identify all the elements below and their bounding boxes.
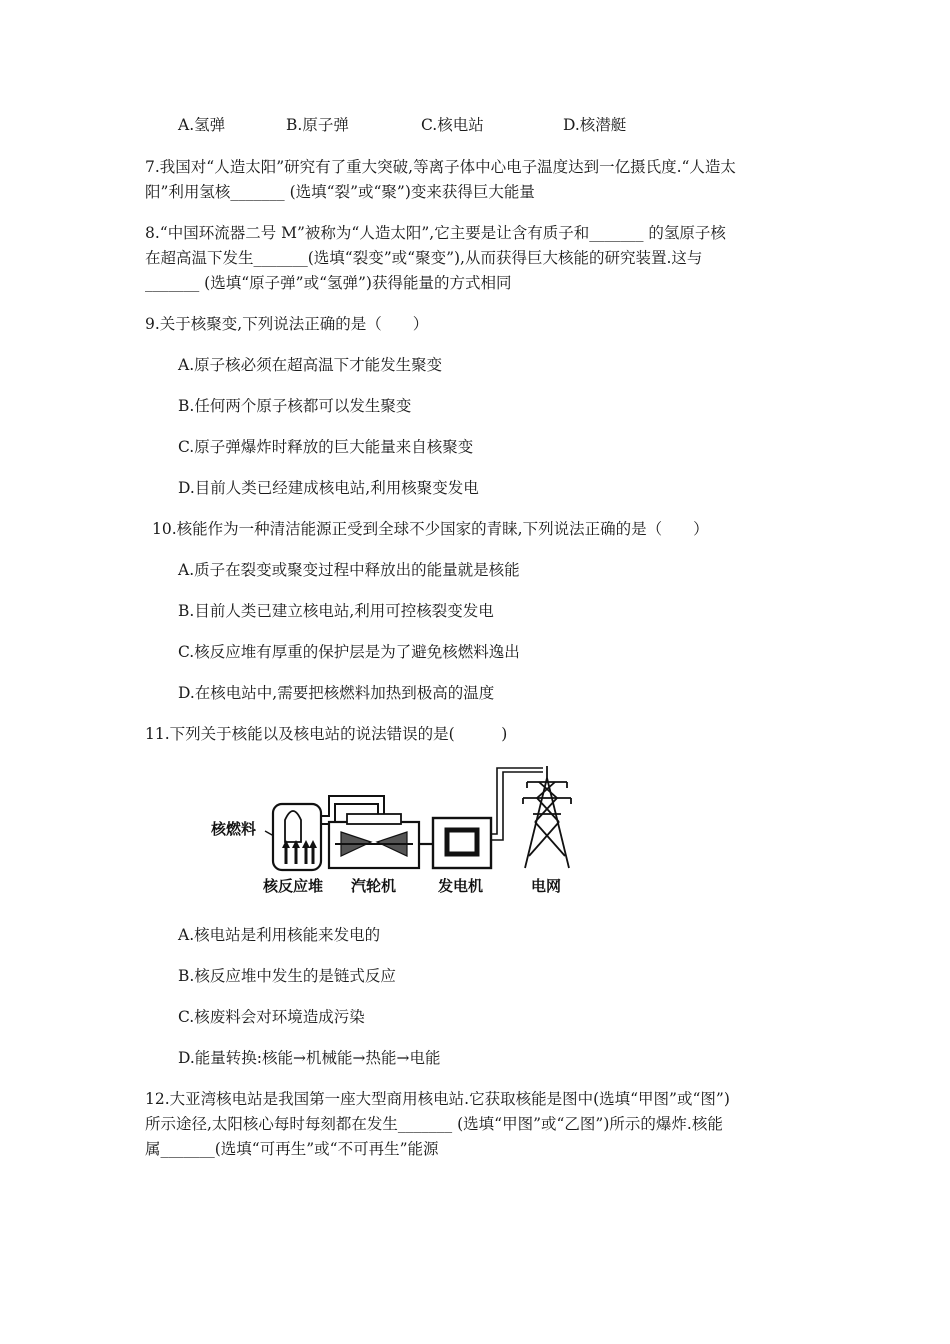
q6-option-a: A.氢弹 [178, 116, 226, 134]
label-reactor: 核反应堆 [263, 877, 324, 895]
q11-option-c: C.核废料会对环境造成污染 [178, 1008, 365, 1026]
q9-option-d: D.目前人类已经建成核电站,利用核聚变发电 [178, 479, 479, 497]
q6-option-c: C.核电站 [421, 116, 484, 134]
q11-option-b: B.核反应堆中发生的是链式反应 [178, 967, 396, 985]
q6-option-b: B.原子弹 [286, 116, 349, 134]
q8-line-1: 8.“中国环流器二号 M”被称为“人造太阳”,它主要是让含有质子和_______ 的氢原子核 [145, 224, 726, 242]
label-grid: 电网 [531, 877, 562, 895]
q9-stem: 9.关于核聚变,下列说法正确的是（ ） [145, 315, 429, 333]
label-generator: 发电机 [438, 877, 484, 895]
label-turbine: 汽轮机 [351, 877, 397, 895]
generator-icon [433, 818, 491, 868]
q10-stem: 10.核能作为一种清洁能源正受到全球不少国家的青睐,下列说法正确的是（ ） [152, 520, 709, 538]
q10-option-b: B.目前人类已建立核电站,利用可控核裂变发电 [178, 602, 494, 620]
q10-option-c: C.核反应堆有厚重的保护层是为了避免核燃料逸出 [178, 643, 520, 661]
nuclear-plant-diagram [195, 760, 595, 900]
q11-option-d: D.能量转换:核能→机械能→热能→电能 [178, 1049, 441, 1067]
q10-option-a: A.质子在裂变或聚变过程中释放出的能量就是核能 [178, 561, 520, 579]
turbine-icon [329, 814, 419, 868]
q12-line-3: 属_______(选填“可再生”或“不可再生”能源 [145, 1140, 439, 1158]
power-pylon-icon [523, 766, 571, 868]
q8-line-2: 在超高温下发生_______(选填“裂变”或“聚变”),从而获得巨大核能的研究装置.这与 [145, 249, 703, 267]
q9-option-a: A.原子核必须在超高温下才能发生聚变 [178, 356, 443, 374]
q12-line-1: 12.大亚湾核电站是我国第一座大型商用核电站.它获取核能是图中(选填“甲图”或“图”) [145, 1090, 730, 1108]
q8-line-3: _______ (选填“原子弹”或“氢弹”)获得能量的方式相同 [145, 274, 512, 292]
q12-line-2: 所示途径,太阳核心每时每刻都在发生_______ (选填“甲图”或“乙图”)所示的爆炸.核能 [145, 1115, 723, 1133]
q7-line-2: 阳”利用氢核_______ (选填“裂”或“聚”)变来获得巨大能量 [145, 183, 535, 201]
fuel-label: 核燃料 [211, 820, 257, 838]
q6-option-d: D.核潜艇 [563, 116, 627, 134]
q7-line-1: 7.我国对“人造太阳”研究有了重大突破,等离子体中心电子温度达到一亿摄氏度.“人造太 [145, 158, 736, 176]
q9-option-c: C.原子弹爆炸时释放的巨大能量来自核聚变 [178, 438, 474, 456]
q9-option-b: B.任何两个原子核都可以发生聚变 [178, 397, 412, 415]
q11-option-a: A.核电站是利用核能来发电的 [178, 926, 381, 944]
q10-option-d: D.在核电站中,需要把核燃料加热到极高的温度 [178, 684, 495, 702]
q11-stem: 11.下列关于核能以及核电站的说法错误的是( ) [145, 725, 508, 743]
